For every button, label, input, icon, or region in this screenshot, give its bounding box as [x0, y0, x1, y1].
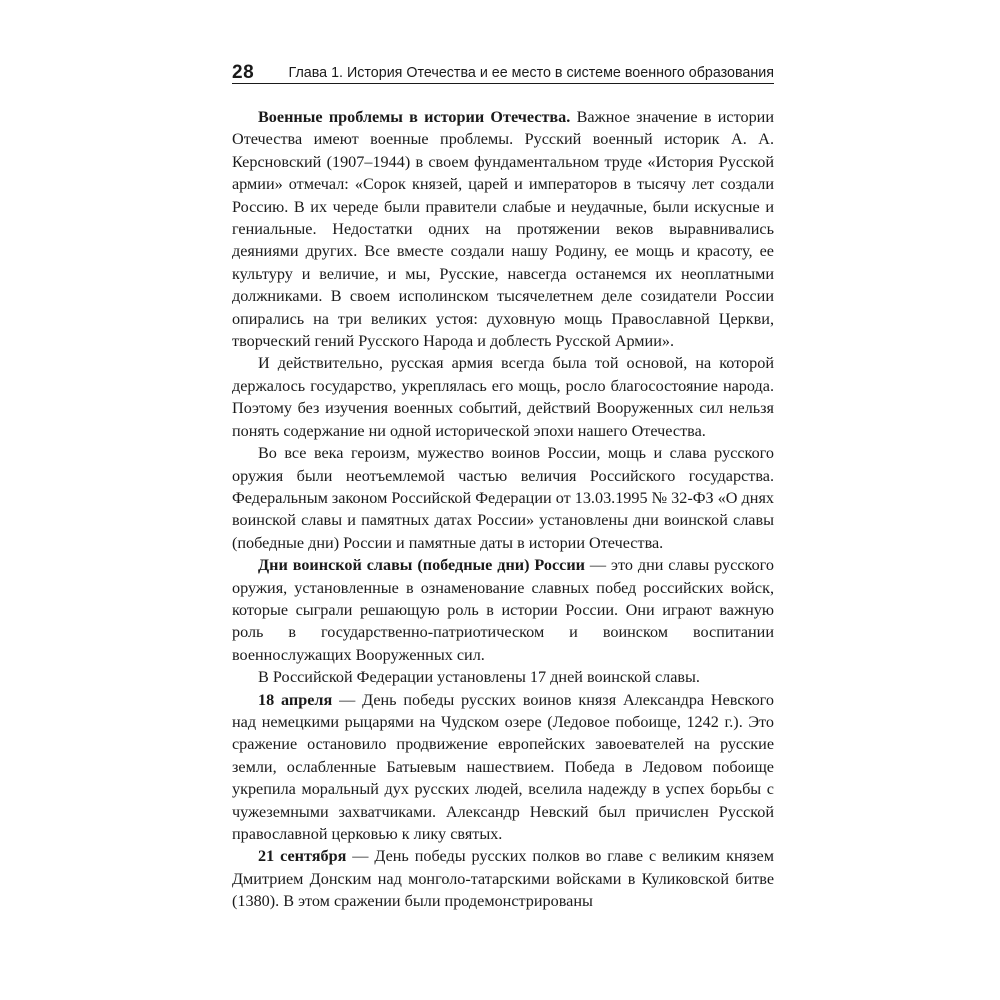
paragraph — [232, 352, 774, 442]
paragraph-heading: Дни воинской славы (победные дни) России — [258, 556, 586, 575]
paragraph-text: Важное значение в истории Отечества имеют военные проблемы. Русский военный историк А. А. Керсновский (1907–1944) в своем фундаментальном труде «История Русской армии» отмечал: «Сорок князей, царей и императоров в тысячу лет создали Россию. В их череде были правители слабые и неудачные, были искусные и гениальные. Недостатки одних на протяжении веков выравнивались деяниями других. Все вместе создали нашу Родину, ее мощь и красоту, ее культуру и величие, и мы, Русские, навсегда останемся их неоплатными должниками. В своем исполинском тысячелетнем деле созидатели России опирались на три великих устоя: духовную мощь Православной Церкви, творческий гений Русского Народа и доблесть Русской Армии». — [232, 108, 774, 351]
paragraph-text: И действительно, русская армия всегда была той основой, на которой держалось государство, укреплялась его мощь, росло благосостояние народа. Поэтому без изучения военных событий, действий Вооруженных сил нельзя понять содержание ни одной исторической эпохи нашего Отечества. — [232, 354, 774, 440]
paragraph-text: В Российской Федерации установлены 17 дней воинской славы. — [258, 668, 700, 687]
chapter-title: Глава 1. История Отечества и ее место в системе военного образования — [288, 65, 774, 81]
header-rule — [232, 83, 774, 84]
body-text — [232, 106, 774, 913]
paragraph — [232, 689, 774, 846]
running-head — [232, 56, 774, 84]
paragraph — [232, 666, 774, 688]
paragraph — [232, 442, 774, 554]
paragraph — [232, 554, 774, 666]
paragraph-text: — День победы русских воинов князя Александра Невского над немецкими рыцарями на Чудском озере (Ледовое побоище, 1242 г.). Это сражение остановило продвижение европейских завоевателей на русские земли, ослабленные Батыевым нашествием. Победа в Ледовом побоище укрепила моральный дух русских людей, вселила надежду в успех борьбы с чужеземными захватчиками. Александр Невский был причислен Русской православной церковью к лику святых. — [232, 690, 775, 843]
paragraph-text: Во все века героизм, мужество воинов России, мощь и слава русского оружия были неотъемлемой частью величия Российского государства. Федеральным законом Российской Федерации от 13.03.1995 № 32-ФЗ «О днях воинской славы и памятных датах России» установлены дни воинской славы (победные дни) России и памятные даты в истории Отечества. — [232, 444, 774, 552]
paragraph — [232, 106, 774, 352]
date-heading: 18 апреля — [258, 690, 333, 709]
paragraph — [232, 845, 774, 912]
paragraph-heading: Военные проблемы в истории Отечества. — [258, 108, 571, 126]
page-number: 28 — [232, 62, 255, 83]
paragraph-text: — это дни славы русского оружия, установленные в ознаменование славных побед российских войск, которые сыграли решающую роль в истории России. Они играют важную роль в государственно-патриотическом и воинском воспитании военнослужащих Вооруженных сил. — [232, 556, 774, 664]
date-heading: 21 сентября — [258, 847, 347, 866]
paragraph-text: — День победы русских полков во главе с великим князем Дмитрием Донским над монголо-татарскими войсками в Куликовской битве (1380). В этом сражении были продемонстрированы — [232, 847, 774, 911]
